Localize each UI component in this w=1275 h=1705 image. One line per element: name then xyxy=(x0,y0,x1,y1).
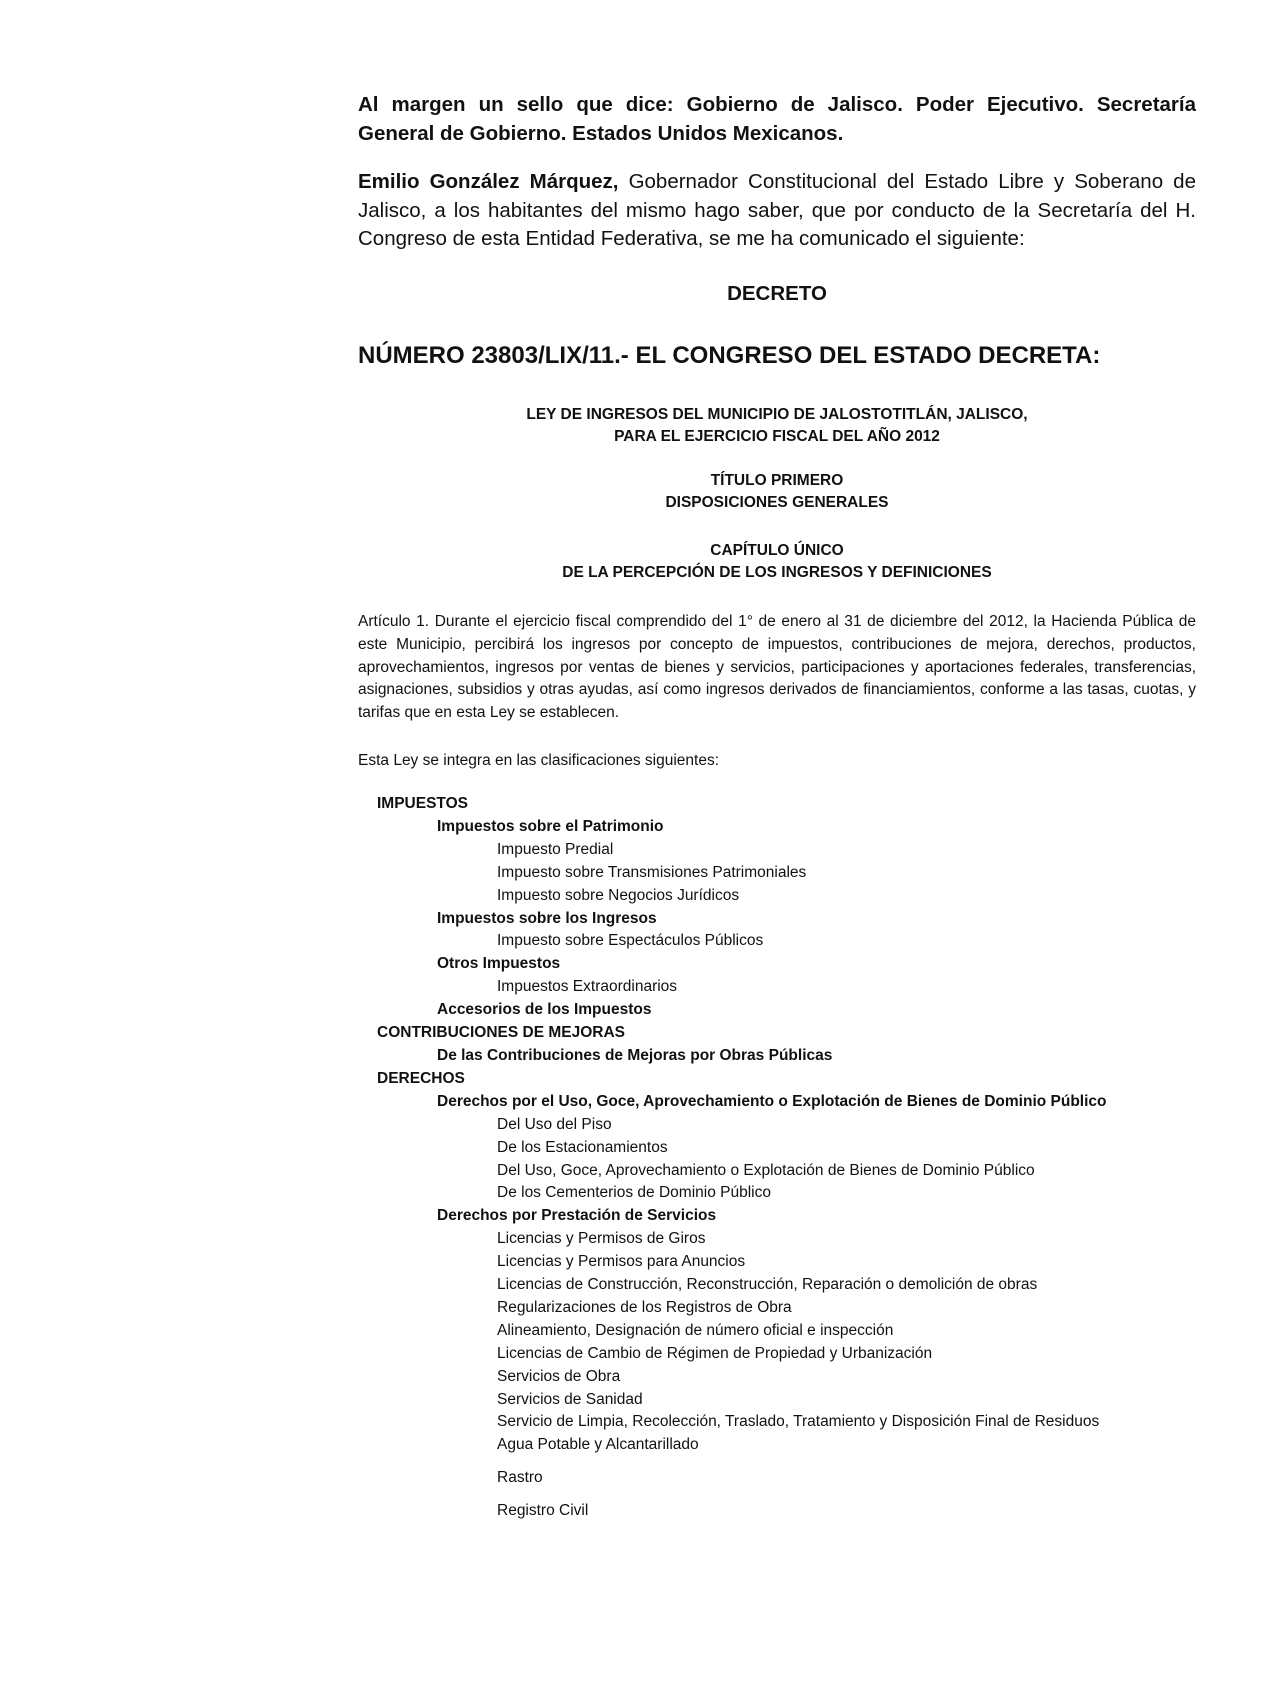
list-item: Licencias de Construcción, Reconstrucción, Reparación o demolición de obras xyxy=(497,1276,1038,1294)
list-item: Impuesto sobre Negocios Jurídicos xyxy=(497,886,740,904)
list-item: De las Contribuciones de Mejoras por Obras Públicas xyxy=(437,1046,833,1064)
list-item: Derechos por Prestación de Servicios xyxy=(437,1207,717,1225)
law-title-line-1: LEY DE INGRESOS DEL MUNICIPIO DE JALOSTOTITLÁN, JALISCO, xyxy=(526,406,1028,423)
list-item: DERECHOS xyxy=(377,1069,465,1087)
list-item: Impuesto sobre Espectáculos Públicos xyxy=(497,932,764,950)
list-item: Agua Potable y Alcantarillado xyxy=(497,1436,699,1454)
intro-text: Gobernador Constitucional del Estado Libre y Soberano de Jalisco, a los habitantes del mismo hago saber, que por conducto de la Secretaría del H. Congreso de esta Entidad Federativa, se me ha comunicado el siguiente: xyxy=(358,170,1196,250)
list-item: Otros Impuestos xyxy=(437,955,561,973)
list-item: Licencias y Permisos para Anuncios xyxy=(497,1253,746,1271)
classification-intro: Esta Ley se integra en las clasificaciones siguientes: xyxy=(358,752,720,769)
list-item: Derechos por el Uso, Goce, Aprovechamiento o Explotación de Bienes de Dominio Público xyxy=(437,1092,1107,1110)
title-heading-line-2: DISPOSICIONES GENERALES xyxy=(665,494,889,511)
list-item: Licencias y Permisos de Giros xyxy=(497,1230,706,1248)
list-item: Servicios de Obra xyxy=(497,1367,621,1385)
list-item: IMPUESTOS xyxy=(377,795,469,812)
title-heading-line-1: TÍTULO PRIMERO xyxy=(710,472,844,489)
list-item: Regularizaciones de los Registros de Obra xyxy=(497,1298,792,1316)
classification-list xyxy=(377,793,1257,1523)
list-item: De los Cementerios de Dominio Público xyxy=(497,1184,771,1202)
article-1-paragraph: Artículo 1. Durante el ejercicio fiscal comprendido del 1° de enero al 31 de diciembre del 2012, la Hacienda Pública de este Municipio, percibirá los ingresos por concepto de impuestos, contribuciones de mejora, derechos, productos, aprovechamientos, ingresos por ventas de bienes y servicios, participaciones y aportaciones federales, transferencias, asignaciones, subsidios y otras ayudas, así como ingresos derivados de financiamientos, conforme a las tasas, cuotas, y tarifas que en esta Ley se establecen. xyxy=(358,613,1196,722)
margin-seal-note: Al margen un sello que dice: Gobierno de Jalisco. Poder Ejecutivo. Secretaría General de Gobierno. Estados Unidos Mexicanos. xyxy=(358,93,1196,145)
list-item: Impuestos Extraordinarios xyxy=(497,978,678,996)
chapter-heading-line-1: CAPÍTULO ÚNICO xyxy=(710,542,844,559)
intro-paragraph xyxy=(358,168,1196,254)
list-item: Impuestos sobre el Patrimonio xyxy=(437,817,664,835)
list-item: CONTRIBUCIONES DE MEJORAS xyxy=(377,1024,626,1042)
list-item: Accesorios de los Impuestos xyxy=(437,1001,652,1019)
list-item: Licencias de Cambio de Régimen de Propiedad y Urbanización xyxy=(497,1344,933,1362)
list-item: Servicio de Limpia, Recolección, Traslado, Tratamiento y Disposición Final de Residuos xyxy=(497,1413,1100,1431)
list-item: Registro Civil xyxy=(497,1502,589,1520)
list-item: Impuesto Predial xyxy=(497,840,614,858)
list-item: Impuestos sobre los Ingresos xyxy=(437,909,657,927)
governor-name: Emilio González Márquez, xyxy=(358,170,619,193)
law-title xyxy=(358,404,1196,448)
chapter-heading-line-2: DE LA PERCEPCIÓN DE LOS INGRESOS Y DEFINICIONES xyxy=(562,564,992,581)
list-item: Del Uso, Goce, Aprovechamiento o Explotación de Bienes de Dominio Público xyxy=(497,1161,1035,1179)
list-item: Del Uso del Piso xyxy=(497,1115,612,1133)
decreto-heading: DECRETO xyxy=(727,282,827,305)
list-item: Impuesto sobre Transmisiones Patrimoniales xyxy=(497,863,807,881)
list-item: De los Estacionamientos xyxy=(497,1138,668,1156)
list-item: Rastro xyxy=(497,1469,543,1487)
title-heading xyxy=(358,470,1196,514)
chapter-heading xyxy=(358,540,1196,584)
law-title-line-2: PARA EL EJERCICIO FISCAL DEL AÑO 2012 xyxy=(614,428,940,445)
decree-number-heading: NÚMERO 23803/LIX/11.- EL CONGRESO DEL ESTADO DECRETA: xyxy=(358,342,1101,369)
list-item: Alineamiento, Designación de número oficial e inspección xyxy=(497,1321,894,1339)
list-item: Servicios de Sanidad xyxy=(497,1390,643,1408)
